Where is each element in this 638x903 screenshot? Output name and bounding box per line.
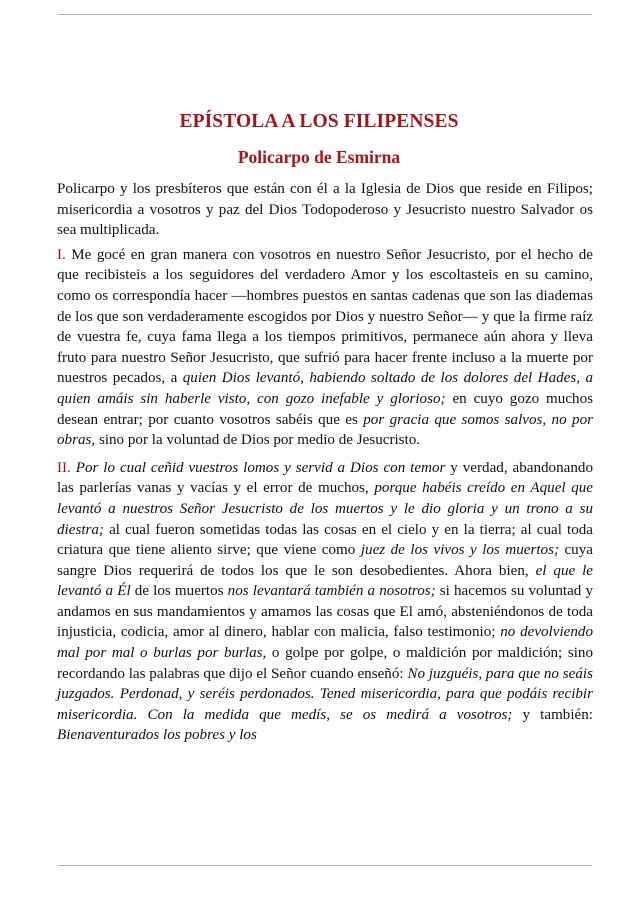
text-run: y verdad, abandonando las parlerías vanas y vacías y el error de muchos, (57, 459, 593, 497)
scripture-quote: el que le levantó a Él (57, 562, 593, 600)
scripture-quote: porque habéis creído en Aquel que levantó a nuestros Señor Jesucristo de los muertos y le dio gloria y un trono a su diestra; (57, 480, 593, 538)
section-2-paragraph (57, 458, 593, 746)
intro-paragraph (57, 179, 593, 241)
header-rule (58, 14, 592, 15)
text-run: de los muertos (130, 583, 228, 600)
scripture-quote: por gracia que somos salvos, no por obras, (57, 411, 593, 449)
scripture-quote: No juzguéis, para que no seáis juzgados. Perdonad, y seréis perdonados. Tened misericordia, para que podáis recibir misericordia. Con la medida que medís, se os medirá a vosotros; (57, 665, 593, 723)
text-run: si hacemos su voluntad y andamos en sus mandamientos y amamos las cosas que El amó, absteniéndonos de toda injusticia, codicia, amor al dinero, hablar con malicia, falso testimonio; (57, 583, 593, 641)
section-1-paragraph (57, 245, 593, 451)
text-run: Me gocé en gran manera con vosotros en nuestro Señor Jesucristo, por el hecho de que recibisteis a los seguidores del verdadero Amor y los escoltasteis en su camino, como os correspondía hacer —hombres puestos en santas cadenas que son las diademas de los que son verdaderamente escogidos por Dios y nuestro Señor— y que la firme raíz de vuestra fe, cuya fama llega a los tiempos primitivos, permanece aún ahora y lleva fruto para nuestro Señor Jesucristo, que sufrió para hacer frente incluso a la muerte por nuestros pecados, a (57, 246, 594, 387)
document-author: Policarpo de Esmirna (237, 147, 401, 167)
footer-rule (58, 865, 592, 866)
scripture-quote: quien Dios levantó, habiendo soltado de los dolores del Hades, a quien amáis sin haberle visto, con gozo inefable y glorioso; (57, 370, 594, 407)
section-2-number: II. (57, 459, 71, 476)
scripture-quote: no devolviendo mal por mal o burlas por burlas, (57, 624, 593, 662)
text-run: o golpe por golpe, o maldición por maldición; sino recordando las palabras que dijo el Señor cuando enseñó: (57, 645, 594, 682)
document-title: EPÍSTOLA A LOS FILIPENSES (179, 111, 459, 132)
text-run: al cual fueron sometidas todas las cosas en el cielo y en la tierra; al cual toda criatura que tiene aliento sirve; que viene como (57, 521, 593, 559)
scripture-quote: Bienaventurados los pobres y los (57, 727, 257, 744)
document-body (57, 179, 593, 753)
scripture-quote: nos levantará también a nosotros; (227, 583, 436, 600)
text-run: cuya sangre Dios requerirá de todos los que le son desobedientes. Ahora bien, (57, 542, 593, 579)
scripture-quote: juez de los vivos y los muertos; (360, 542, 559, 559)
text-run: en cuyo gozo muchos desean entrar; por cuanto vosotros sabéis que es (57, 390, 593, 428)
section-1-number: I. (57, 246, 66, 263)
text-run: y también: (512, 706, 593, 723)
text-run: sino por la voluntad de Dios por medio de Jesucristo. (95, 432, 421, 449)
scripture-quote: Por lo cual ceñid vuestros lomos y servid a Dios con temor (75, 459, 446, 476)
text-run: Policarpo y los presbíteros que están con él a la Iglesia de Dios que reside en Filipos; misericordia a vosotros y paz del Dios Todopoderoso y Jesucristo nuestro Salvador os sea multiplicada. (57, 181, 593, 239)
